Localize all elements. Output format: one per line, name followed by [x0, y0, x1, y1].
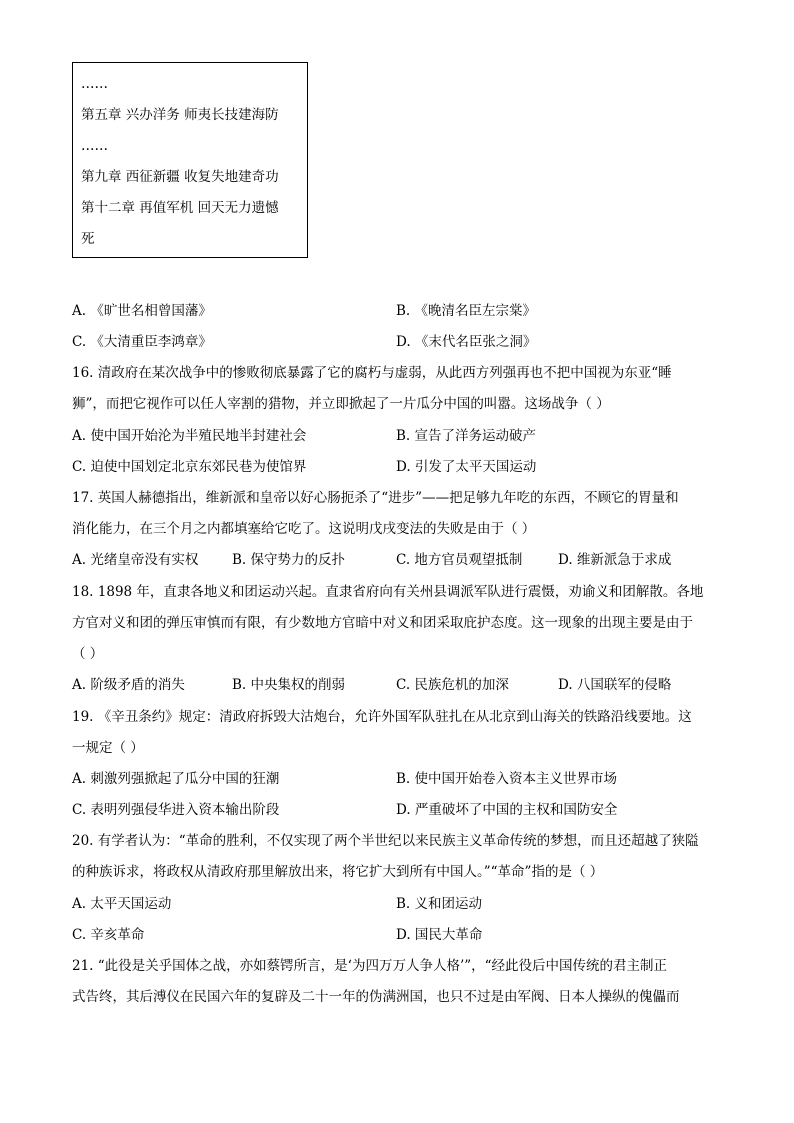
excerpt-line: 第十二章 再值军机 回天无力遗憾: [81, 200, 279, 216]
q16-stem-line: 狮”，而把它视作可以任人宰割的猎物，并立即掀起了一片瓜分中国的叫嚣。这场战争（ ）: [72, 396, 610, 412]
q16-options-row-1: [72, 424, 722, 444]
q20-options-row-2: [72, 923, 722, 943]
q20-stem-line: 的种族诉求，将政权从清政府那里解放出来，将它扩大到所有中国人。”“革命”指的是（ ）: [72, 864, 604, 880]
q17-stem-line: 消化能力，在三个月之内都填塞给它吃了。这说明戊戌变法的失败是由于（ ）: [72, 521, 536, 537]
excerpt-line: 第九章 西征新疆 收复失地建奇功: [81, 169, 279, 185]
q15-option-b[interactable]: B. 《晚清名臣左宗棠》: [396, 303, 537, 319]
q19-options-row-2: [72, 798, 722, 818]
q17-options-row: [72, 548, 722, 568]
q17-option-b[interactable]: B. 保守势力的反扑: [232, 552, 346, 568]
q17-option-a[interactable]: A. 光绪皇帝没有实权: [72, 552, 199, 568]
q15-options-row-2: [72, 330, 722, 350]
q17-stem-line: 17. 英国人赫德指出，维新派和皇帝以好心肠扼杀了“进步”——把足够九年吃的东西，不顾它的胃量和: [72, 490, 679, 506]
q20-option-a[interactable]: A. 太平天国运动: [72, 896, 172, 912]
q18-stem-line: 18. 1898 年，直隶各地义和团运动兴起。直隶省府向有关州县调派军队进行震慑，劝谕义和团解散。各地: [72, 584, 704, 600]
q18-option-a[interactable]: A. 阶级矛盾的消失: [72, 677, 185, 693]
q18-option-d[interactable]: D. 八国联军的侵略: [558, 677, 672, 693]
q15-option-c[interactable]: C. 《大清重臣李鸿章》: [72, 334, 212, 350]
q16-stem-line: 16. 清政府在某次战争中的惨败彻底暴露了它的腐朽与虚弱，从此西方列强再也不把中国视为东亚“睡: [72, 365, 672, 381]
q15-options-row-1: [72, 299, 722, 319]
q20-stem-line: 20. 有学者认为：“革命的胜利，不仅实现了两个半世纪以来民族主义革命传统的梦想，而且还超越了狭隘: [72, 833, 699, 849]
q19-option-c[interactable]: C. 表明列强侵华进入资本输出阶段: [72, 802, 280, 818]
q20-options-row-1: [72, 892, 722, 912]
q16-option-d[interactable]: D. 引发了太平天国运动: [396, 459, 537, 475]
q19-option-b[interactable]: B. 使中国开始卷入资本主义世界市场: [396, 771, 618, 787]
q15-option-a[interactable]: A. 《旷世名相曾国藩》: [72, 303, 212, 319]
q18-option-b[interactable]: B. 中央集权的削弱: [232, 677, 346, 693]
q16-option-b[interactable]: B. 宣告了洋务运动破产: [396, 428, 537, 444]
q19-stem-line: 19. 《辛丑条约》规定：清政府拆毁大沽炮台，允许外国军队驻扎在从北京到山海关的铁路沿线要地。这: [72, 709, 692, 725]
q19-options-row-1: [72, 767, 722, 787]
excerpt-line: ……: [81, 138, 108, 154]
q20-option-d[interactable]: D. 国民大革命: [396, 927, 483, 943]
excerpt-line: 第五章 兴办洋务 师夷长技建海防: [81, 107, 279, 123]
q16-option-a[interactable]: A. 使中国开始沦为半殖民地半封建社会: [72, 428, 307, 444]
q18-stem-line: 方官对义和团的弹压审慎而有限，有少数地方官暗中对义和团采取庇护态度。这一现象的出现主要是由于: [72, 615, 693, 631]
q17-option-c[interactable]: C. 地方官员观望抵制: [396, 552, 523, 568]
excerpt-line: 死: [81, 231, 95, 247]
q20-option-c[interactable]: C. 辛亥革命: [72, 927, 145, 943]
q19-stem-line: 一规定（ ）: [72, 740, 144, 756]
q16-options-row-2: [72, 455, 722, 475]
q15-option-d[interactable]: D. 《末代名臣张之洞》: [396, 334, 537, 350]
q18-stem-line: （ ）: [72, 646, 104, 662]
q19-option-a[interactable]: A. 刺激列强掀起了瓜分中国的狂潮: [72, 771, 280, 787]
q16-option-c[interactable]: C. 迫使中国划定北京东郊民巷为使馆界: [72, 459, 307, 475]
q19-option-d[interactable]: D. 严重破坏了中国的主权和国防安全: [396, 802, 618, 818]
q21-stem-line: 21. “此役是关乎国体之战，亦如蔡锷所言，是‘为四万万人争人格’”，“经此役后中国传统的君主制正: [72, 958, 668, 974]
chapter-excerpt-box: [72, 62, 308, 258]
q21-stem-line: 式告终，其后溥仪在民国六年的复辟及二十一年的伪满洲国，也只不过是由军阀、日本人操纵的傀儡而: [72, 989, 680, 1005]
q17-option-d[interactable]: D. 维新派急于求成: [558, 552, 672, 568]
excerpt-line: ……: [81, 76, 108, 92]
q18-options-row: [72, 673, 722, 693]
q18-option-c[interactable]: C. 民族危机的加深: [396, 677, 509, 693]
q20-option-b[interactable]: B. 义和团运动: [396, 896, 483, 912]
